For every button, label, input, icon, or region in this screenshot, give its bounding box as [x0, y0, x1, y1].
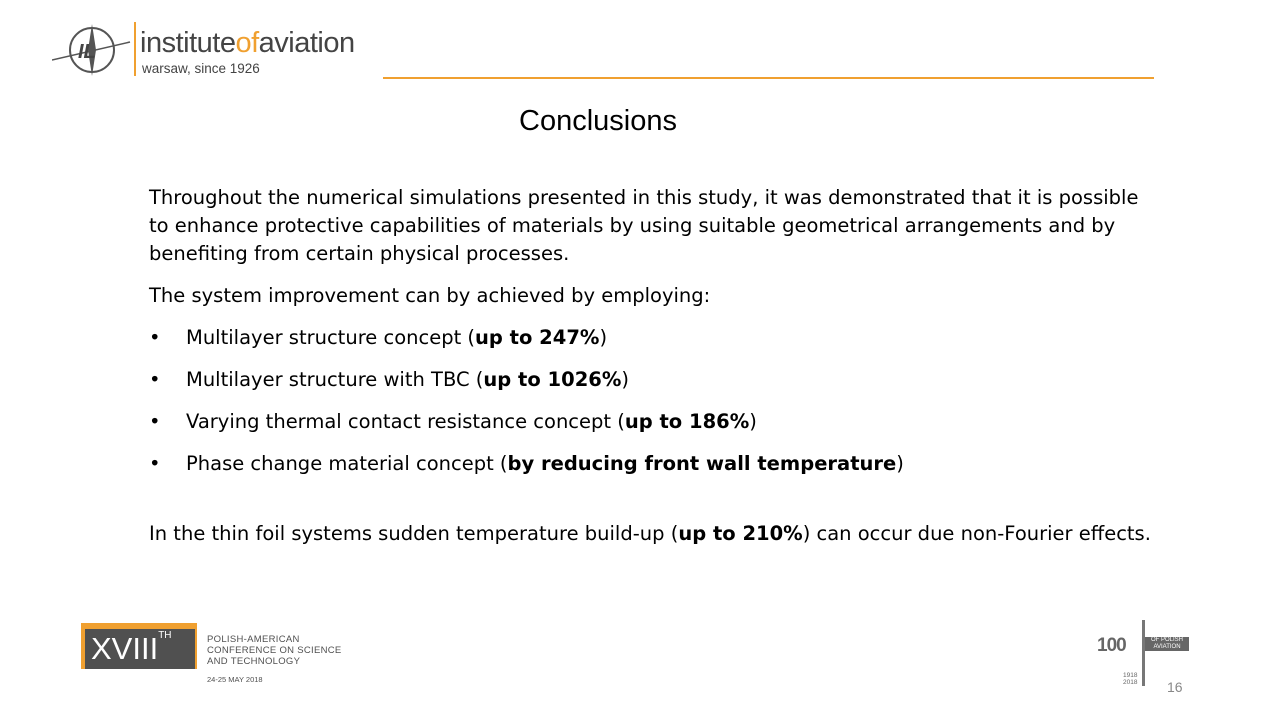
slide-title: Conclusions [519, 105, 677, 137]
bullet-icon: • [149, 410, 161, 433]
intro-paragraph: Throughout the numerical simulations presented in this study, it was demonstrated that it is possible to enhance protective capabilities of materials by using suitable geometrical arrangements and by benefiting from certain physical processes. [149, 186, 1139, 265]
bullet-list [149, 324, 1159, 478]
logo-subtitle: warsaw, since 1926 [142, 61, 260, 76]
logo-wordmark: instituteofaviation [140, 27, 355, 59]
improvement-paragraph: The system improvement can by achieved by employing: [149, 284, 711, 307]
list-item: • Multilayer structure with TBC (up to 1026%) [149, 366, 1159, 394]
conference-date: 24-25 MAY 2018 [207, 675, 263, 684]
page-number: 16 [1167, 679, 1183, 695]
header-rule [383, 77, 1154, 79]
bullet-icon: • [149, 452, 161, 475]
institute-of-aviation-logo [52, 18, 382, 82]
conference-badge: XVIIITH [81, 623, 197, 669]
bullet-icon: • [149, 368, 161, 391]
svg-text:IL: IL [78, 41, 96, 63]
list-item: • Phase change material concept (by reducing front wall temperature) [149, 450, 1159, 478]
centenary-bar [1142, 620, 1145, 686]
foil-paragraph: In the thin foil systems sudden temperature build-up (up to 210%) can occur due non-Fourier effects. [149, 522, 1151, 545]
centenary-label: OF POLISH AVIATION [1145, 637, 1189, 651]
bullet-icon: • [149, 326, 161, 349]
conference-logo [81, 623, 381, 688]
centenary-years: 1918 2018 [1123, 672, 1138, 686]
list-item: • Varying thermal contact resistance concept (up to 186%) [149, 408, 1159, 436]
list-item: • Multilayer structure concept (up to 247%) [149, 324, 1159, 352]
aviation-emblem-icon [52, 20, 132, 80]
slide-body [149, 184, 1159, 548]
logo-divider [134, 22, 136, 76]
conference-name: POLISH-AMERICAN CONFERENCE ON SCIENCE AND TECHNOLOGY [207, 634, 342, 667]
centenary-logo: 100 OF POLISH AVIATION 1918 2018 [1097, 620, 1193, 690]
